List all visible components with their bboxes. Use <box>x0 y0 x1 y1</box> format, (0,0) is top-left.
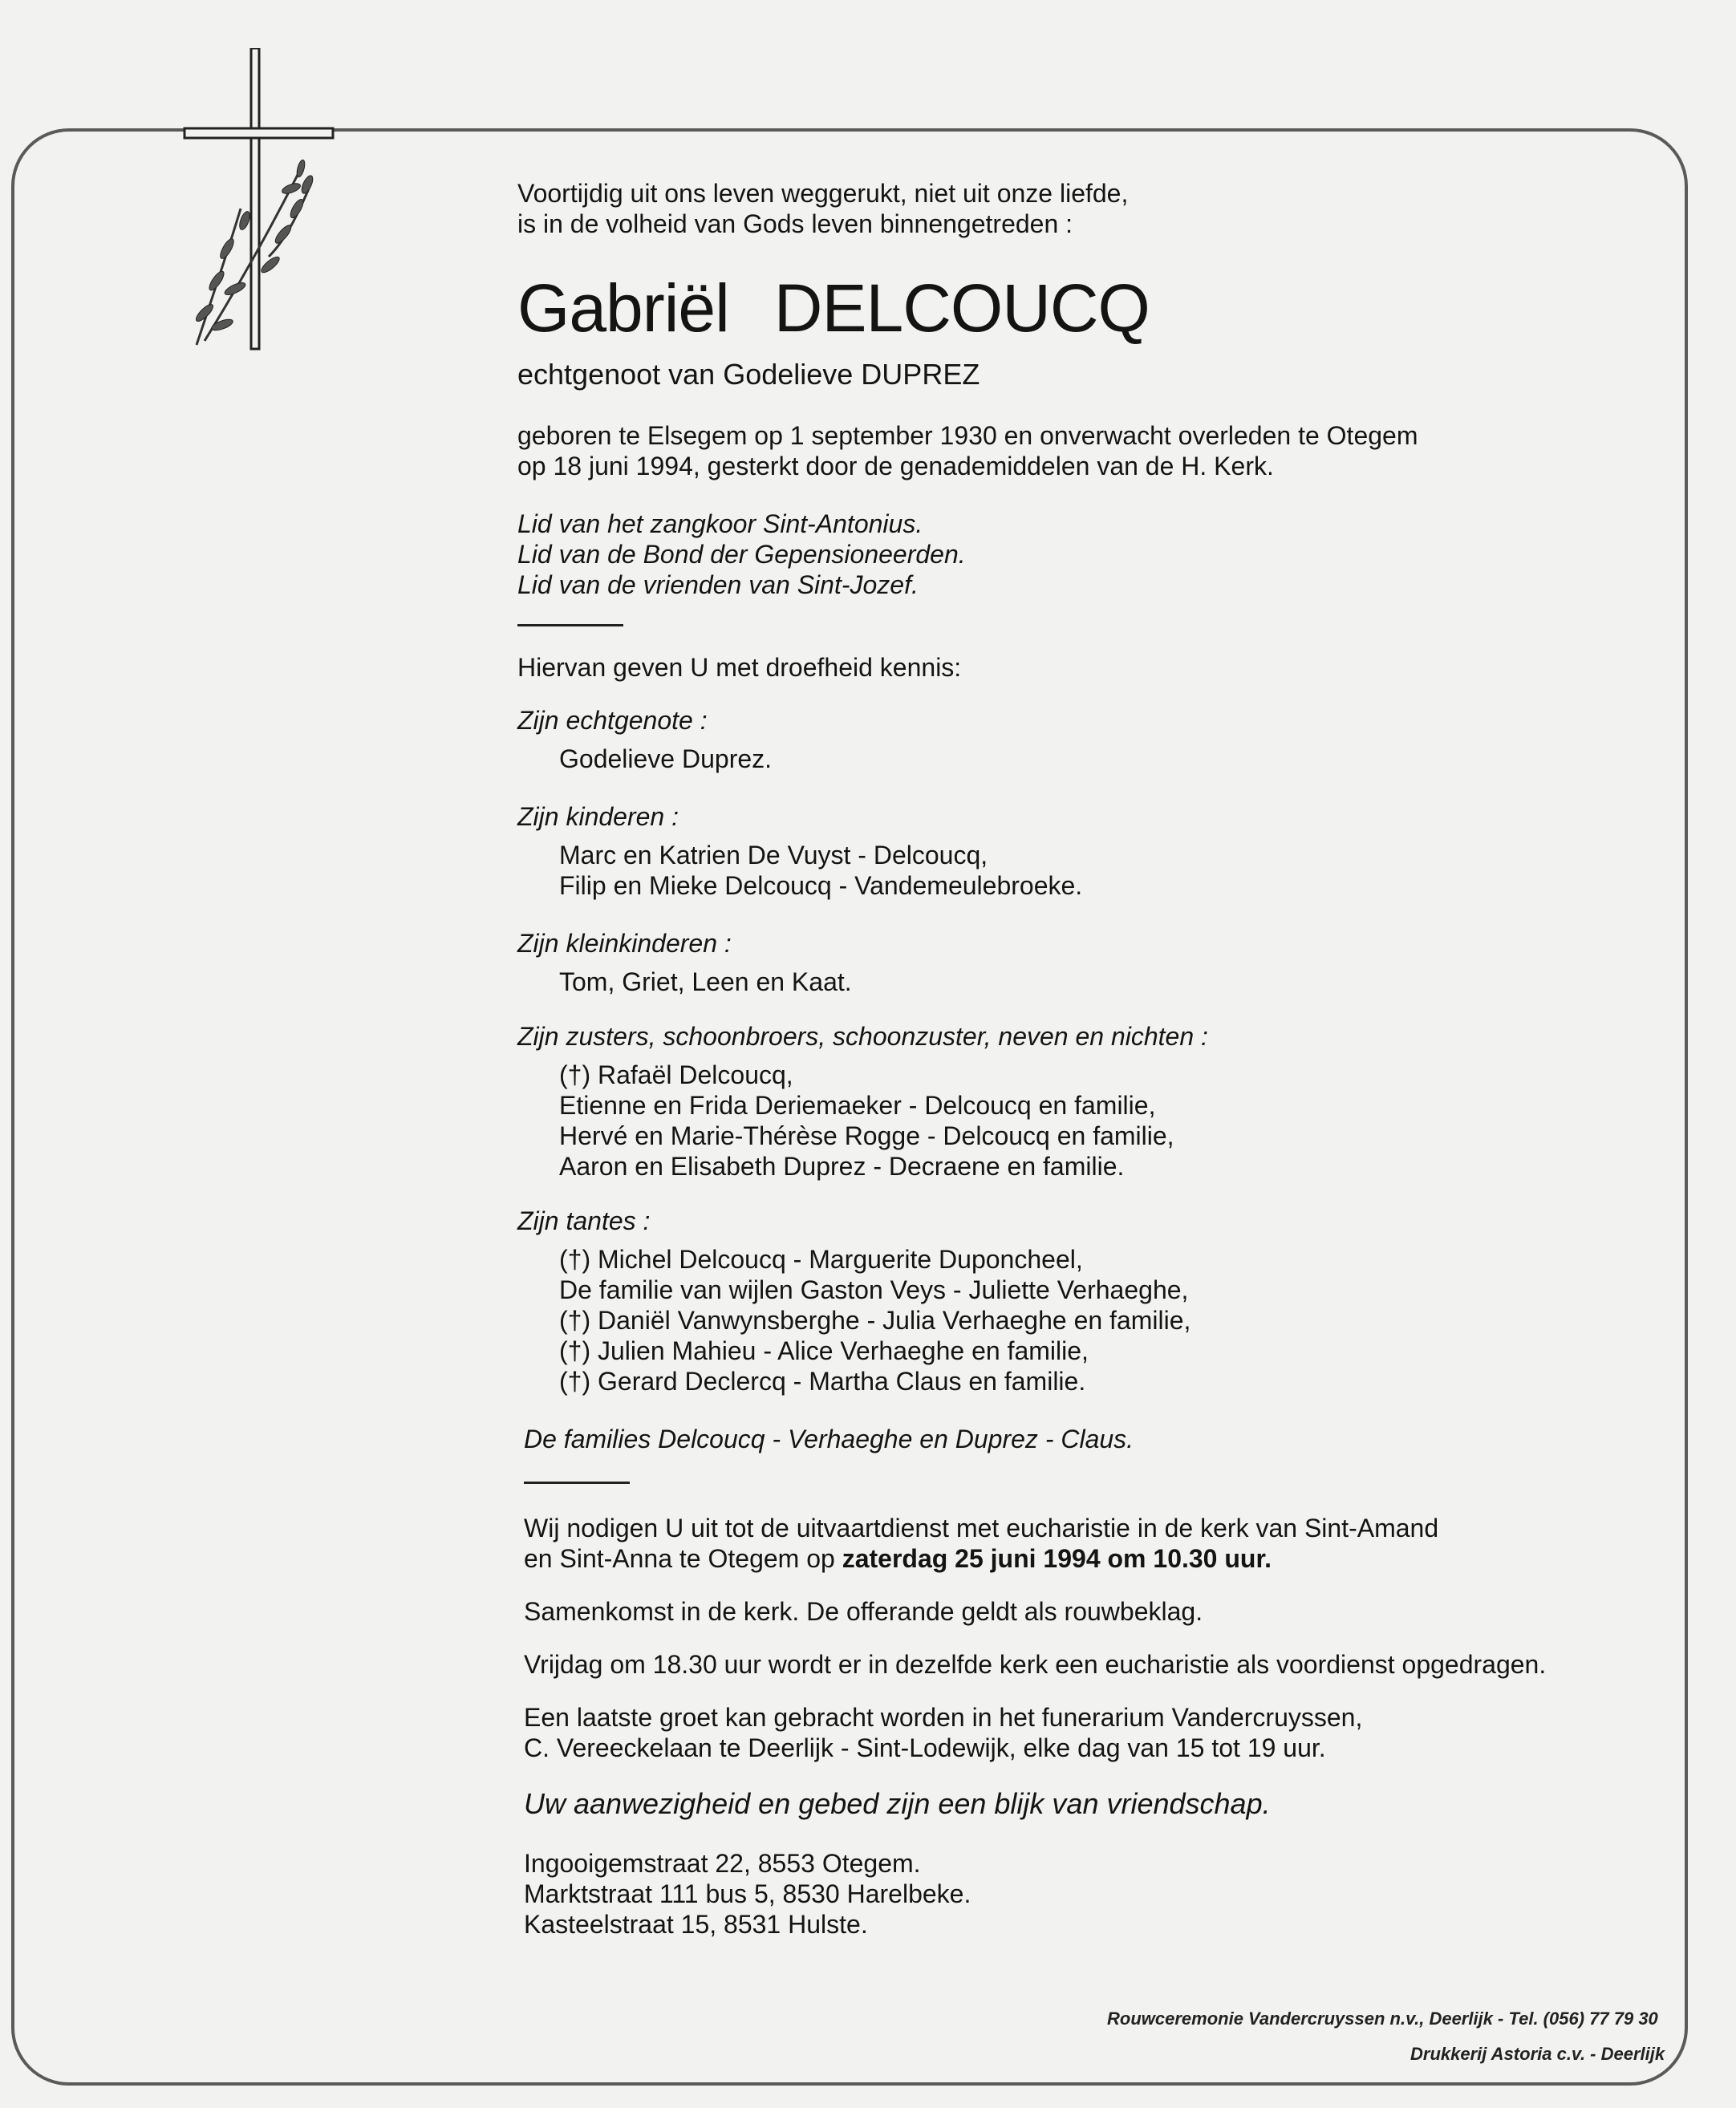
divider <box>517 624 623 626</box>
divider <box>524 1482 630 1484</box>
family-member: (†) Daniël Vanwynsberghe - Julia Verhaeghe en familie, <box>559 1306 1191 1335</box>
family-member: Tom, Griet, Leen en Kaat. <box>559 967 852 996</box>
membership-1: Lid van het zangkoor Sint-Antonius. <box>517 509 923 538</box>
family-member: (†) Rafaël Delcoucq, <box>559 1060 793 1089</box>
family-heading: Zijn kinderen : <box>517 802 679 831</box>
address-1: Ingooigemstraat 22, 8553 Otegem. <box>524 1849 921 1878</box>
family-heading: Zijn tantes : <box>517 1206 651 1235</box>
birth-death-line-1: geboren te Elsegem op 1 september 1930 en onverwacht overleden te Otegem <box>517 421 1418 450</box>
funeral-home-credit: Rouwceremonie Vandercruyssen n.v., Deerlijk - Tel. (056) 77 79 30 <box>1107 2009 1658 2029</box>
family-member: (†) Michel Delcoucq - Marguerite Duponcheel, <box>559 1245 1083 1274</box>
birth-death-line-2: op 18 juni 1994, gesterkt door de genademiddelen van de H. Kerk. <box>517 452 1274 480</box>
membership-3: Lid van de vrienden van Sint-Jozef. <box>517 570 919 599</box>
first-name: Gabriël <box>517 270 729 346</box>
invitation-prefix: en Sint-Anna te Otegem op <box>524 1544 842 1573</box>
intro-line-1: Voortijdig uit ons leven weggerukt, niet uit onze liefde, <box>517 179 1129 208</box>
invitation-line-2 <box>517 1543 1657 1574</box>
family-member: Godelieve Duprez. <box>559 744 773 773</box>
family-member: Hervé en Marie-Thérèse Rogge - Delcoucq en familie, <box>559 1121 1174 1150</box>
service-date: zaterdag 25 juni 1994 om 10.30 uur. <box>842 1544 1272 1573</box>
intro-line-2: is in de volheid van Gods leven binnengetreden : <box>517 209 1073 238</box>
cross-with-branches-icon <box>180 48 341 361</box>
address-3: Kasteelstraat 15, 8531 Hulste. <box>524 1910 868 1939</box>
closing-line: Uw aanwezigheid en gebed zijn een blijk van vriendschap. <box>524 1787 1271 1820</box>
invitation-line-1: Wij nodigen U uit tot de uitvaartdienst met eucharistie in de kerk van Sint-Amand <box>524 1514 1439 1542</box>
address-2: Marktstraat 111 bus 5, 8530 Harelbeke. <box>524 1879 971 1908</box>
families-line: De families Delcoucq - Verhaeghe en Duprez - Claus. <box>524 1425 1134 1453</box>
family-member: Marc en Katrien De Vuyst - Delcoucq, <box>559 841 988 870</box>
membership-2: Lid van de Bond der Gepensioneerden. <box>517 540 966 569</box>
family-member: Filip en Mieke Delcoucq - Vandemeulebroeke. <box>559 871 1083 900</box>
gathering-note: Samenkomst in de kerk. De offerande geldt als rouwbeklag. <box>524 1597 1203 1626</box>
family-member: Aaron en Elisabeth Duprez - Decraene en familie. <box>559 1152 1125 1181</box>
family-member: (†) Gerard Declercq - Martha Claus en familie. <box>559 1367 1086 1396</box>
family-heading: Zijn kleinkinderen : <box>517 929 732 958</box>
family-heading: Zijn zusters, schoonbroers, schoonzuster, neven en nichten : <box>517 1022 1208 1051</box>
friday-service-note: Vrijdag om 18.30 uur wordt er in dezelfde kerk een eucharistie als voordienst opgedragen. <box>524 1650 1547 1679</box>
family-member: De familie van wijlen Gaston Veys - Juliette Verhaeghe, <box>559 1275 1189 1304</box>
obituary-content <box>517 178 1657 1940</box>
deceased-name <box>517 270 1657 347</box>
printer-credit: Drukkerij Astoria c.v. - Deerlijk <box>1410 2044 1665 2064</box>
last-name: DELCOUCQ <box>773 270 1150 346</box>
announcement: Hiervan geven U met droefheid kennis: <box>517 653 962 682</box>
family-heading: Zijn echtgenote : <box>517 706 708 735</box>
family-member: (†) Julien Mahieu - Alice Verhaeghe en familie, <box>559 1336 1089 1365</box>
viewing-line-2: C. Vereeckelaan te Deerlijk - Sint-Lodewijk, elke dag van 15 tot 19 uur. <box>524 1733 1326 1762</box>
family-member: Etienne en Frida Deriemaeker - Delcoucq en familie, <box>559 1091 1156 1120</box>
viewing-line-1: Een laatste groet kan gebracht worden in het funerarium Vandercruyssen, <box>524 1703 1363 1732</box>
spouse-line: echtgenoot van Godelieve DUPREZ <box>517 358 980 391</box>
